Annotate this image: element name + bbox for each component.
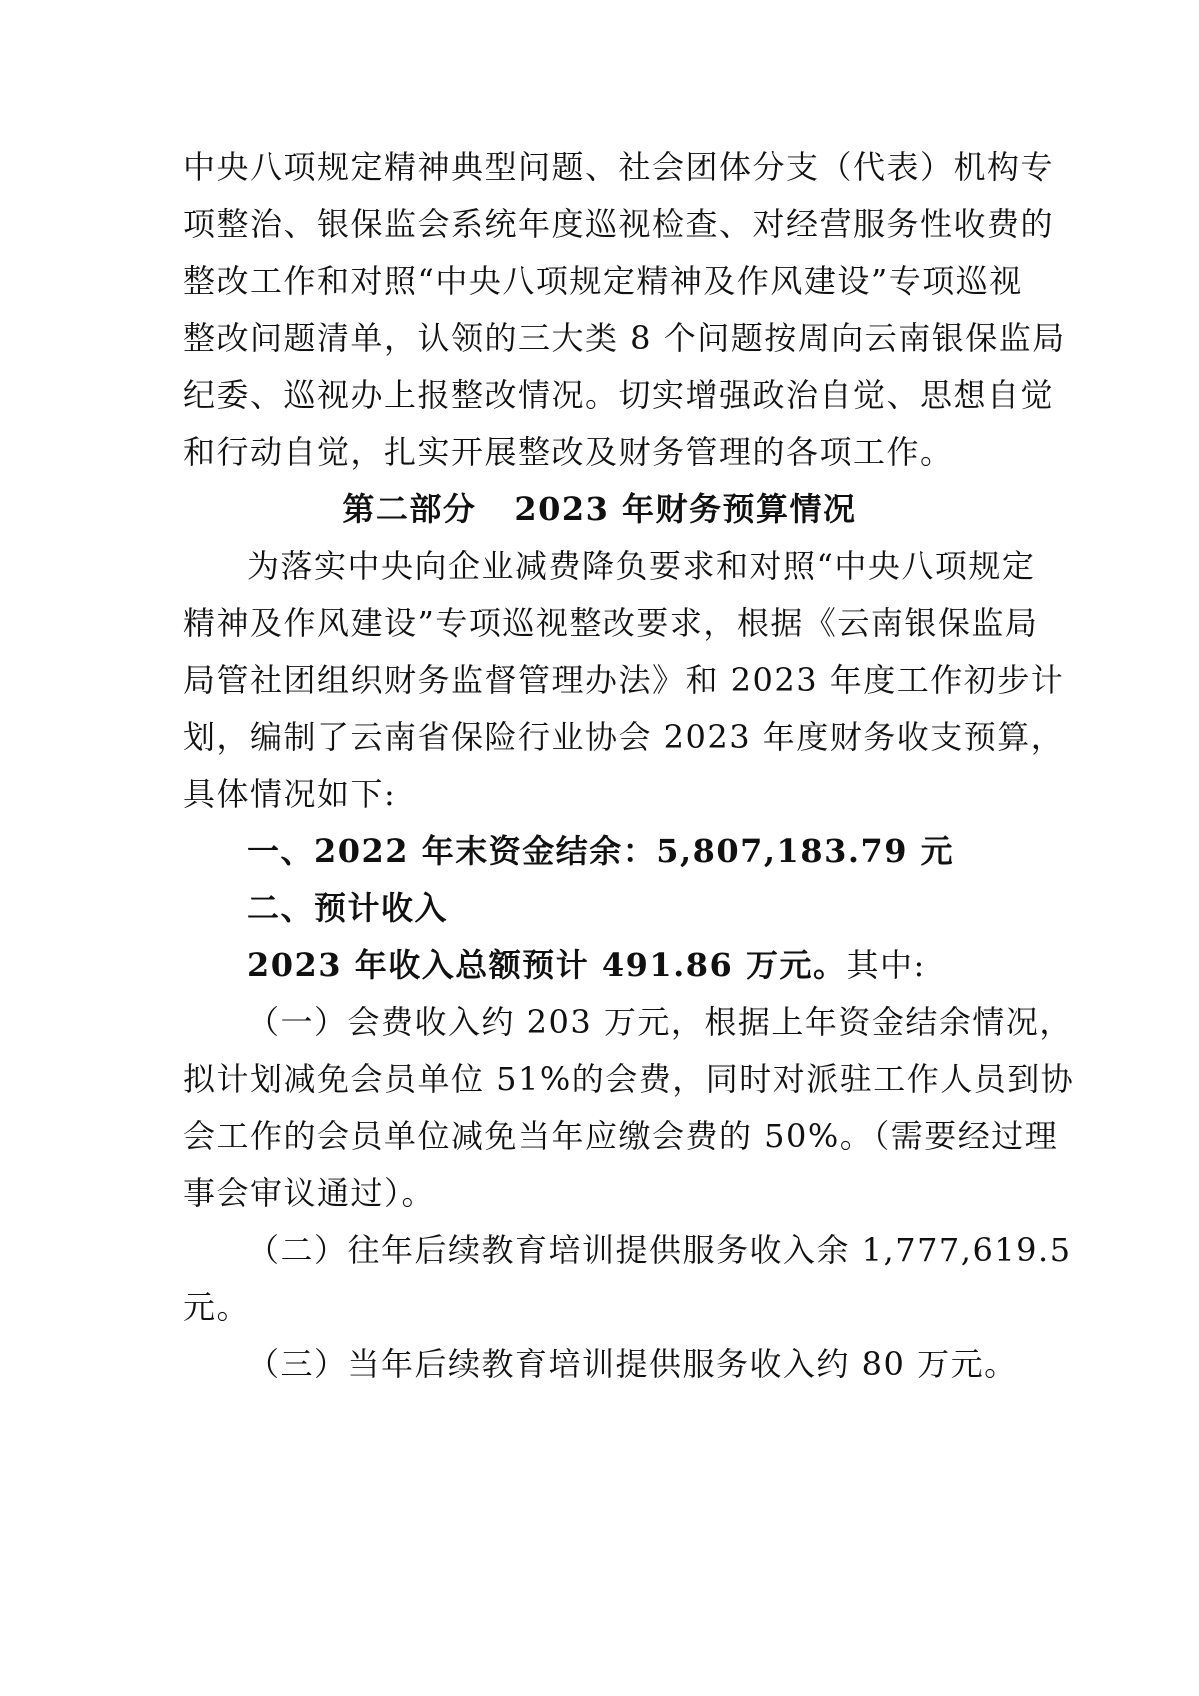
text-line: 纪委、巡视办上报整改情况。切实增强政治自觉、思想自觉 <box>183 376 1055 414</box>
income-total-rest: 其中: <box>846 946 926 984</box>
text-line: 中央八项规定精神典型问题、社会团体分支（代表）机构专 <box>183 148 1055 186</box>
text-line: 拟计划减免会员单位 51%的会费，同时对派驻工作人员到协 <box>183 1060 1075 1098</box>
text-line: 局管社团组织财务监督管理办法》和 2023 年度工作初步计 <box>183 661 1065 699</box>
text-line: 精神及作风建设”专项巡视整改要求，根据《云南银保监局 <box>183 604 1039 642</box>
text-line: 具体情况如下: <box>183 775 397 813</box>
text-line: 和行动自觉，扎实开展整改及财务管理的各项工作。 <box>183 433 954 471</box>
text-line: 整改工作和对照“中央八项规定精神及作风建设”专项巡视 <box>183 262 1023 300</box>
text-line: 划，编制了云南省保险行业协会 2023 年度财务收支预算， <box>183 718 1065 756</box>
section-heading: 第二部分 2023 年财务预算情况 <box>342 490 857 528</box>
text-line: （二）往年后续教育培训提供服务收入余 1,777,619.5 <box>247 1231 1072 1269</box>
income-total-bold: 2023 年收入总额预计 491.86 万元。 <box>247 946 847 984</box>
text-line: 事会审议通过）。 <box>183 1174 436 1212</box>
item-fund-balance: 一、2022 年末资金结余：5,807,183.79 元 <box>247 832 955 870</box>
text-line: （三）当年后续教育培训提供服务收入约 80 万元。 <box>247 1345 1018 1383</box>
text-line: 整改问题清单，认领的三大类 8 个问题按周向云南银保监局 <box>183 319 1066 357</box>
text-line: （一）会费收入约 203 万元，根据上年资金结余情况， <box>247 1003 1073 1041</box>
text-line: 项整治、银保监会系统年度巡视检查、对经营服务性收费的 <box>183 205 1055 243</box>
income-total-line <box>247 945 1087 985</box>
text-line: 元。 <box>183 1288 251 1326</box>
text-line: 为落实中央向企业减费降负要求和对照“中央八项规定 <box>247 547 1036 585</box>
text-line: 会工作的会员单位减免当年应缴会费的 50%。（需要经过理 <box>183 1117 1059 1155</box>
item-expected-income: 二、预计收入 <box>247 889 449 927</box>
